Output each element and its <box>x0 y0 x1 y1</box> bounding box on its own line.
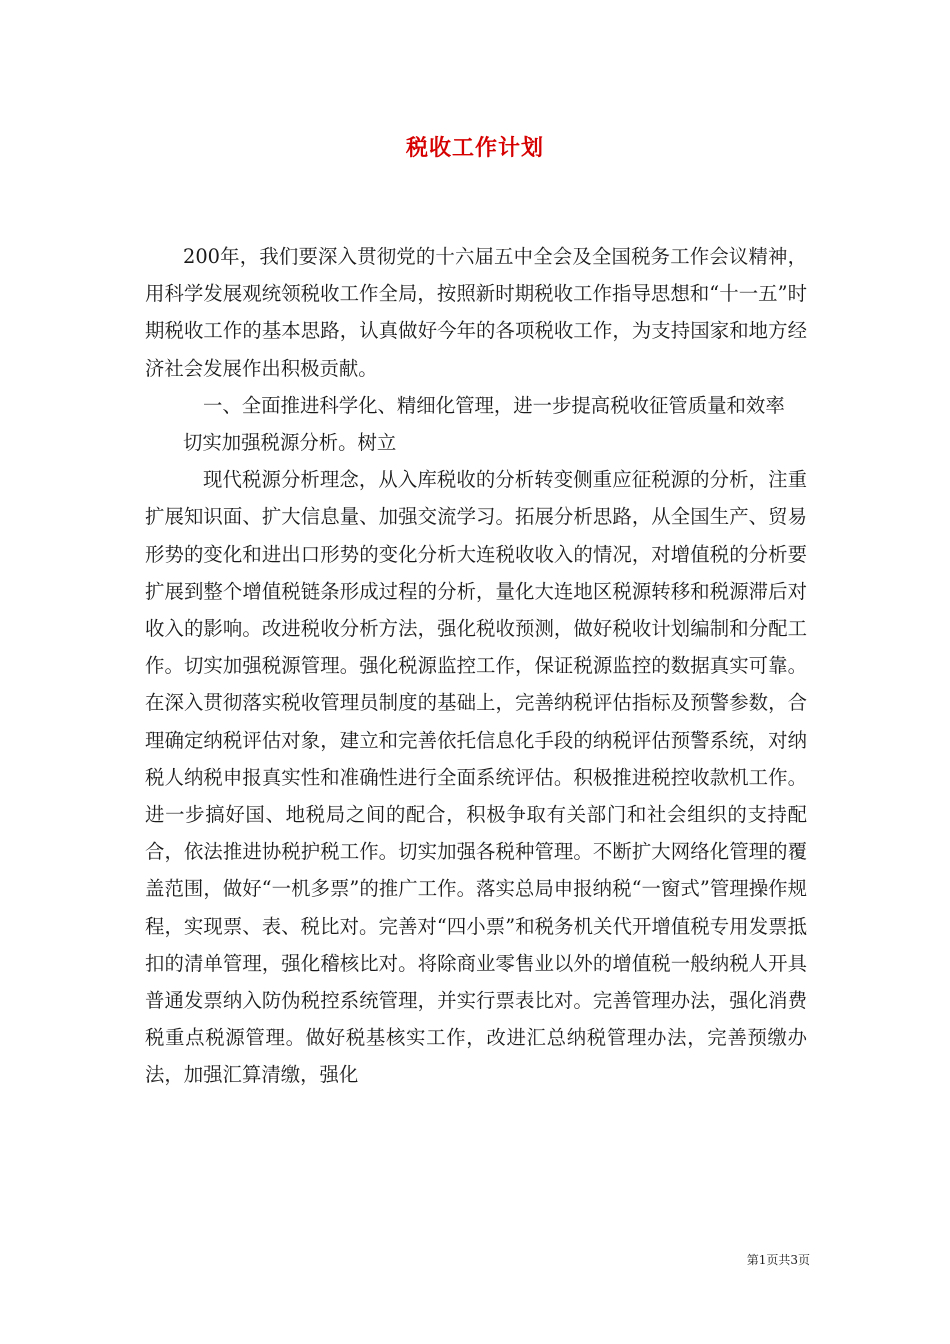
paragraph-subheading: 切实加强税源分析。树立 <box>183 431 397 455</box>
paragraph-intro: 200年，我们要深入贯彻党的十六届五中全会及全国税务工作会议精神，用科学发展观统领税收工作全局，按照新时期税收工作指导思想和“十一五”时期税收工作的基本思路，认真做好今年的各项税收工作，为支持国家和地方经济社会发展作出积极贡献。 <box>145 245 807 380</box>
document-title: 税收工作计划 <box>405 135 544 161</box>
document-body <box>145 238 807 1094</box>
paragraph-main: 现代税源分析理念，从入库税收的分析转变侧重应征税源的分析，注重扩展知识面、扩大信息量、加强交流学习。拓展分析思路，从全国生产、贸易形势的变化和进出口形势的变化分析大连税收收入的情况，对增值税的分析要扩展到整个增值税链条形成过程的分析，量化大连地区税源转移和税源滞后对收入的影响。改进税收分析方法，强化税收预测，做好税收计划编制和分配工作。切实加强税源管理。强化税源监控工作，保证税源监控的数据真实可靠。在深入贯彻落实税收管理员制度的基础上，完善纳税评估指标及预警参数，合理确定纳税评估对象，建立和完善依托信息化手段的纳税评估预警系统，对纳税人纳税申报真实性和准确性进行全面系统评估。积极推进税控收款机工作。进一步搞好国、地税局之间的配合，积极争取有关部门和社会组织的支持配合，依法推进协税护税工作。切实加强各税种管理。不断扩大网络化管理的覆盖范围，做好“一机多票”的推广工作。落实总局申报纳税“一窗式”管理操作规程，实现票、表、税比对。完善对“四小票”和税务机关代开增值税专用发票抵扣的清单管理，强化稽核比对。将除商业零售业以外的增值税一般纳税人开具普通发票纳入防伪税控系统管理，并实行票表比对。完善管理办法，强化消费税重点税源管理。做好税基核实工作，改进汇总纳税管理办法，完善预缴办法，加强汇算清缴，强化 <box>145 468 807 1087</box>
page-number: 第1页共3页 <box>746 1253 810 1267</box>
section-heading-1: 一、全面推进科学化、精细化管理，进一步提高税收征管质量和效率 <box>203 393 785 417</box>
